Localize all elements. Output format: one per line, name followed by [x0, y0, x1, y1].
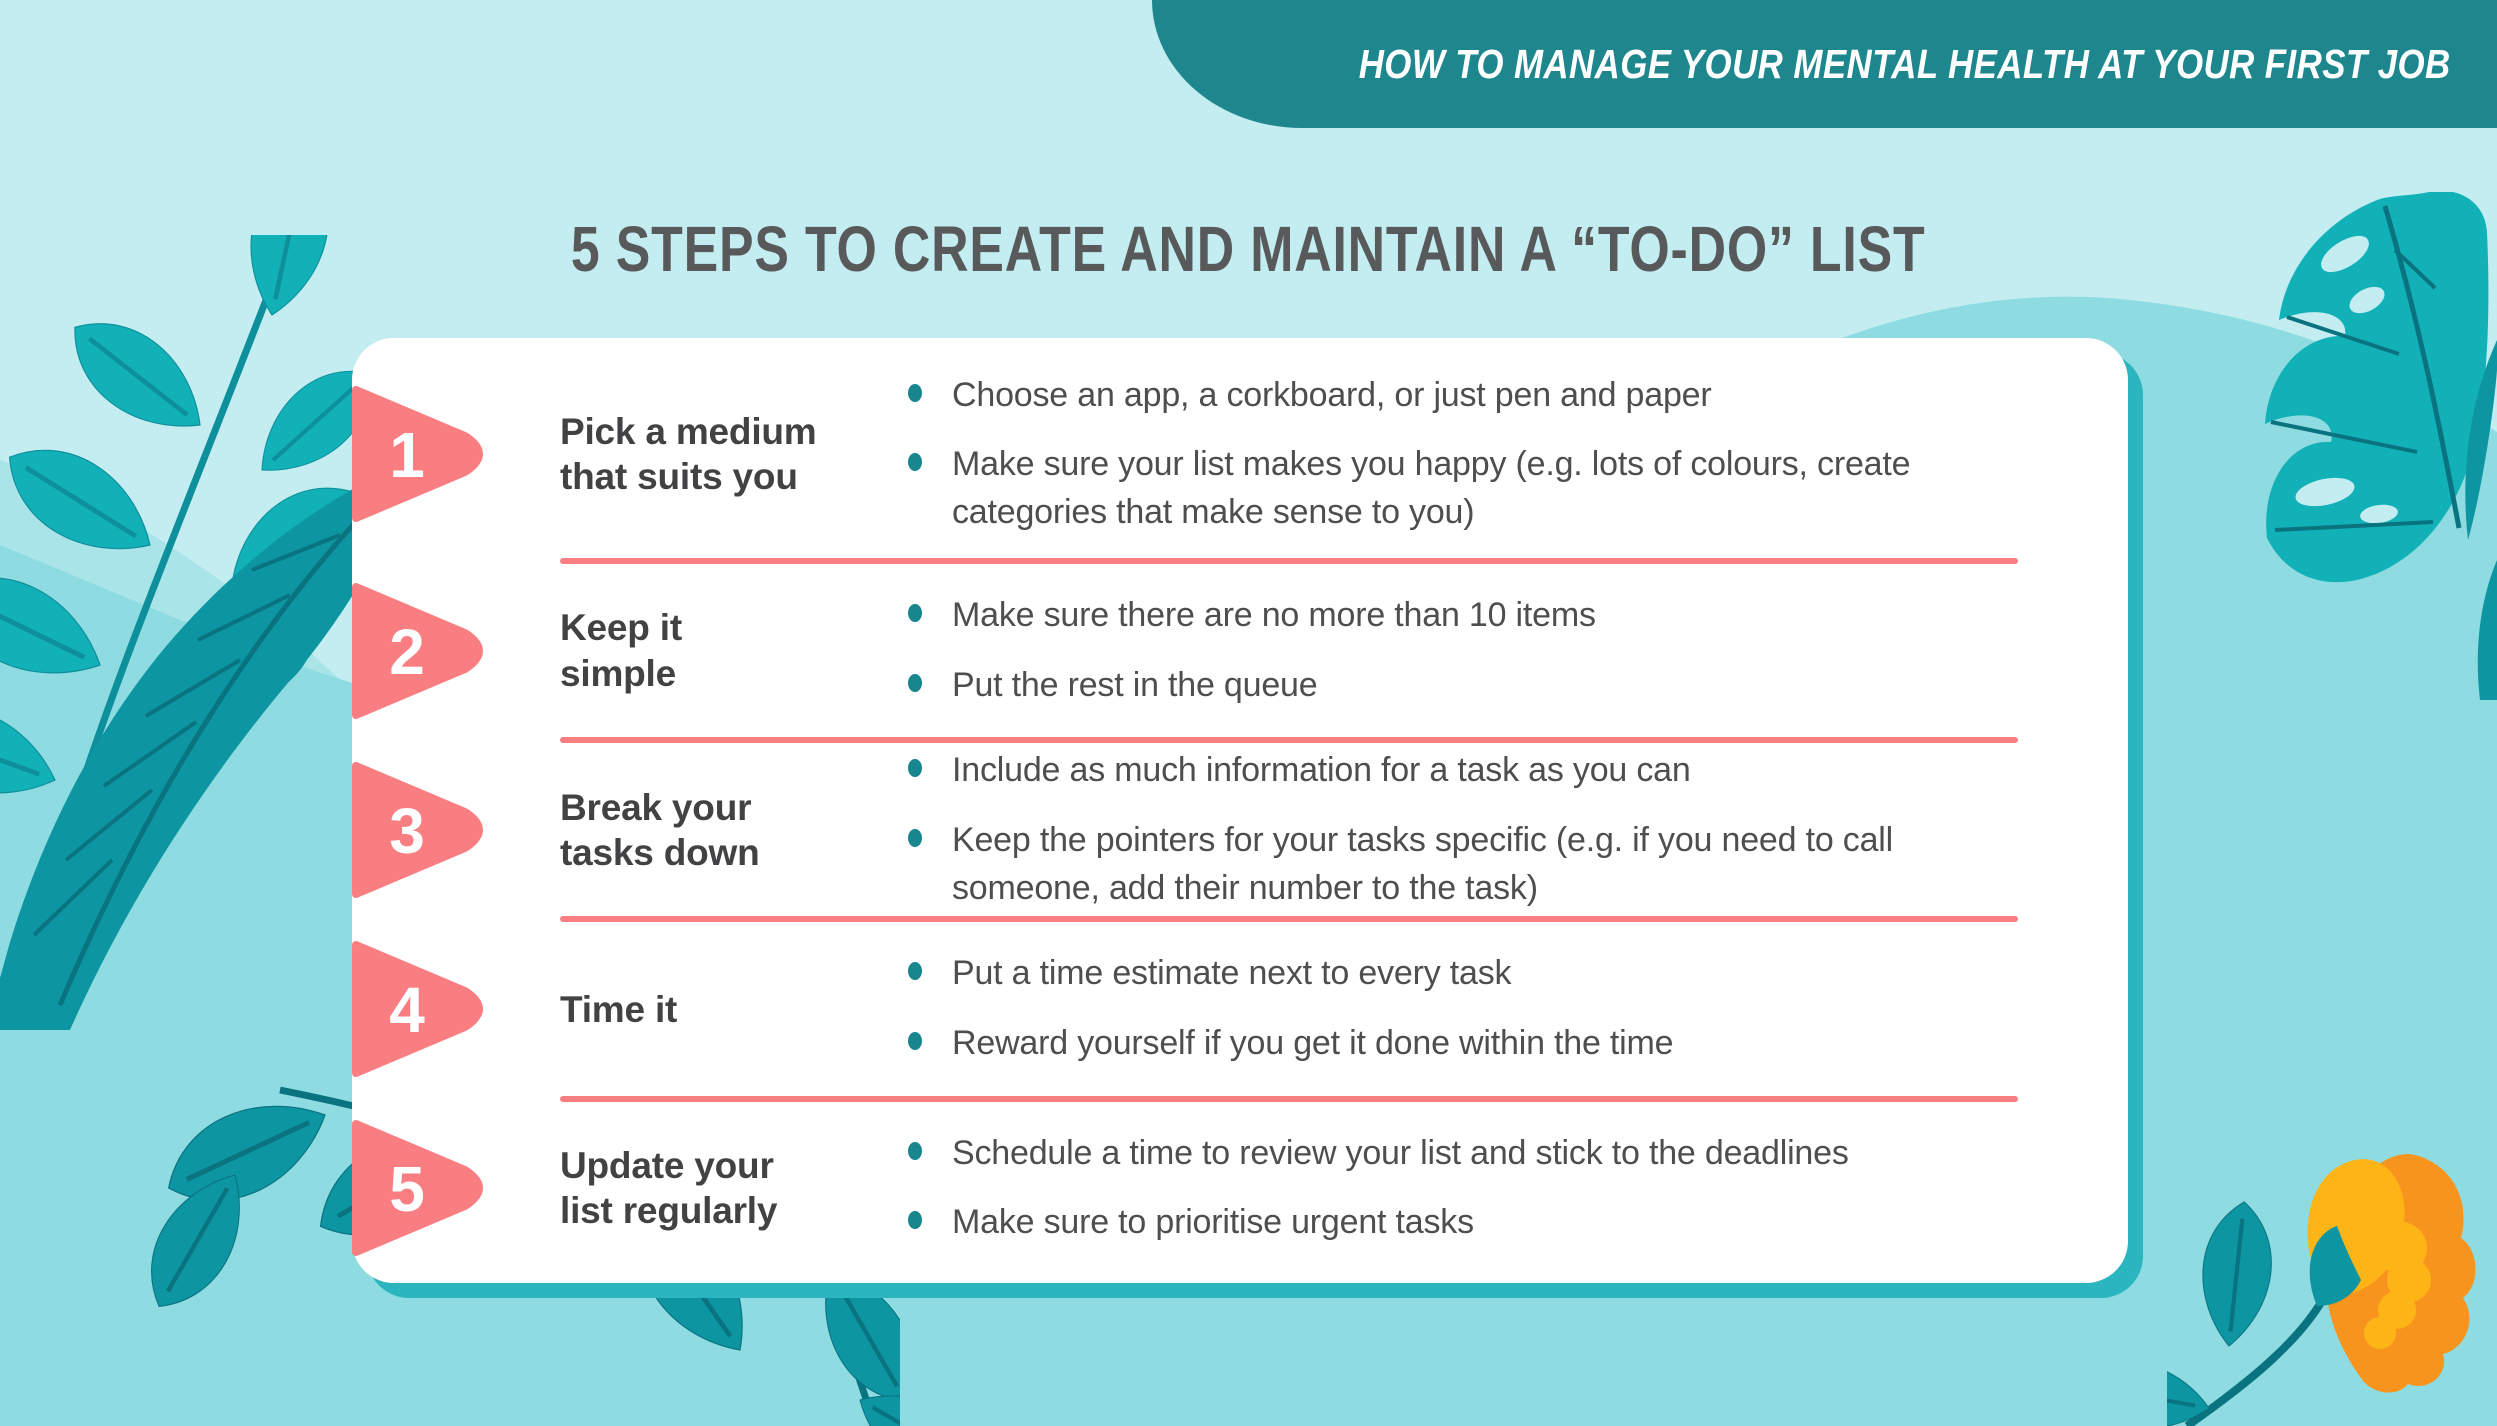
list-item: Schedule a time to review your list and stick to the deadlines: [908, 1130, 2128, 1178]
step-2-title: Keep it simple: [560, 607, 682, 694]
svg-text:2: 2: [389, 615, 425, 688]
header-banner-title: HOW TO MANAGE YOUR MENTAL HEALTH AT YOUR FIRST JOB: [1359, 40, 2451, 87]
header-banner: [1152, 0, 2497, 128]
svg-text:4: 4: [389, 974, 425, 1047]
list-item: Put the rest in the queue: [908, 662, 2128, 710]
list-item: Put a time estimate next to every task: [908, 950, 2128, 998]
right-edge-leaf-decoration: [2442, 340, 2497, 700]
step-row-3: [352, 743, 2128, 916]
step-row-4: [352, 922, 2128, 1095]
step-row-2: [352, 564, 2128, 737]
bullet-dot-icon: [908, 384, 922, 402]
bullet-dot-icon: [908, 1032, 922, 1050]
step-2-bullets: [908, 592, 2128, 709]
list-item: Include as much information for a task as you can: [908, 747, 2128, 795]
bullet-dot-icon: [908, 453, 922, 471]
bullet-dot-icon: [908, 829, 922, 847]
step-3-bullets: [908, 747, 2128, 912]
bullet-dot-icon: [908, 604, 922, 622]
bullet-dot-icon: [908, 1142, 922, 1160]
step-1-number-badge: [352, 384, 502, 524]
list-item: Keep the pointers for your tasks specific (e.g. if you need to call someone, add their number to the task): [908, 817, 2128, 912]
step-3-number-badge: [352, 760, 502, 900]
step-1-bullets: [908, 372, 2128, 537]
bullet-dot-icon: [908, 962, 922, 980]
bullet-dot-icon: [908, 759, 922, 777]
step-4-title: Time it: [560, 988, 678, 1030]
step-4-bullets: [908, 950, 2128, 1067]
list-item: Make sure to prioritise urgent tasks: [908, 1199, 2128, 1247]
step-5-number-badge: [352, 1118, 502, 1258]
list-item: Make sure your list makes you happy (e.g. lots of colours, create categories that make sense to you): [908, 441, 2128, 536]
flower-decoration: [2167, 1116, 2497, 1426]
step-1-title: Pick a medium that suits you: [560, 410, 817, 497]
svg-text:1: 1: [389, 418, 425, 491]
step-row-5: [352, 1102, 2128, 1275]
svg-text:5: 5: [389, 1153, 425, 1226]
list-item: Make sure there are no more than 10 items: [908, 592, 2128, 640]
list-item: Reward yourself if you get it done within the time: [908, 1020, 2128, 1068]
list-item: Choose an app, a corkboard, or just pen and paper: [908, 372, 2128, 420]
step-row-1: [352, 350, 2128, 558]
step-5-title: Update your list regularly: [560, 1145, 778, 1232]
step-2-number-badge: [352, 581, 502, 721]
step-3-title: Break your tasks down: [560, 786, 760, 873]
bullet-dot-icon: [908, 1211, 922, 1229]
bullet-dot-icon: [908, 674, 922, 692]
step-4-number-badge: [352, 939, 502, 1079]
page-title: 5 STEPS TO CREATE AND MAINTAIN A “TO-DO” LIST: [571, 213, 1926, 285]
svg-text:3: 3: [389, 794, 425, 867]
steps-card: [352, 338, 2128, 1283]
step-5-bullets: [908, 1130, 2128, 1247]
